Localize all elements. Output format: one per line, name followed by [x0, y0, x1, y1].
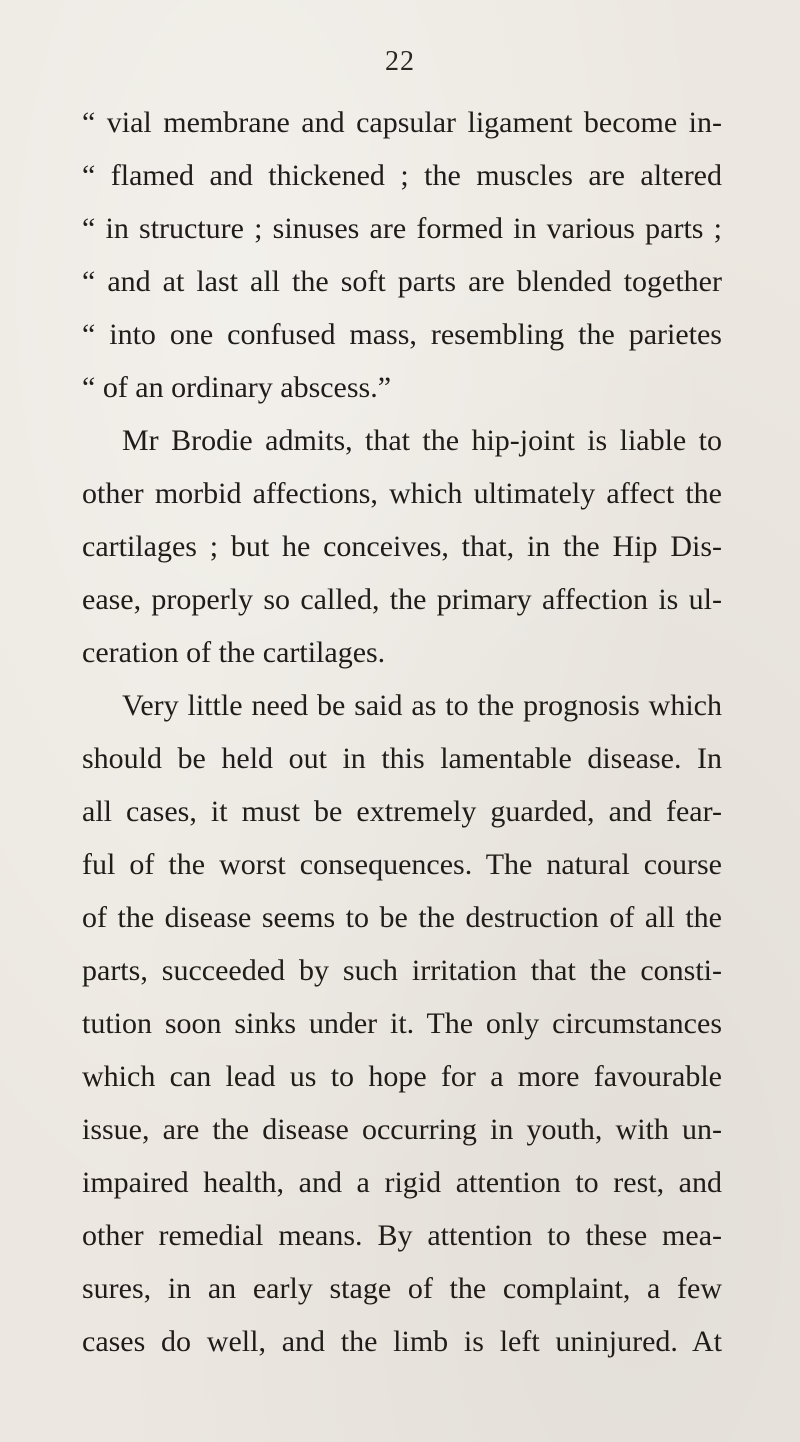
text-line-5: “ into one confused mass, resembling the parietes	[82, 318, 722, 351]
text-line-21: impaired health, and a rigid attention to rest, and	[82, 1166, 722, 1199]
text-line-4: “ and at last all the soft parts are blended together	[82, 265, 722, 298]
text-line-7: Mr Brodie admits, that the hip-joint is liable to	[122, 424, 722, 457]
page-number: 22	[385, 46, 415, 77]
text-line-8: other morbid affections, which ultimately affect the	[82, 477, 722, 510]
text-line-22: other remedial means. By attention to these mea-	[82, 1219, 722, 1252]
text-line-12: Very little need be said as to the prognosis which	[122, 689, 722, 722]
text-line-19: which can lead us to hope for a more favourable	[82, 1060, 722, 1093]
text-line-9: cartilages ; but he conceives, that, in the Hip Dis-	[82, 530, 722, 563]
text-line-13: should be held out in this lamentable disease. In	[82, 742, 722, 775]
body-text	[82, 96, 722, 1368]
text-line-20: issue, are the disease occurring in youth, with un-	[82, 1113, 722, 1146]
text-line-1: “ vial membrane and capsular ligament become in-	[82, 106, 722, 139]
text-line-16: of the disease seems to be the destruction of all the	[82, 901, 722, 934]
text-line-24: cases do well, and the limb is left uninjured. At	[82, 1325, 722, 1358]
text-line-17: parts, succeeded by such irritation that the consti-	[82, 954, 722, 987]
text-line-11: ceration of the cartilages.	[82, 636, 386, 669]
text-line-23: sures, in an early stage of the complaint, a few	[82, 1272, 722, 1305]
text-line-15: ful of the worst consequences. The natural course	[82, 848, 722, 881]
text-line-2: “ flamed and thickened ; the muscles are altered	[82, 159, 722, 192]
text-line-18: tution soon sinks under it. The only circumstances	[82, 1007, 722, 1040]
text-line-10: ease, properly so called, the primary affection is ul-	[82, 583, 722, 616]
text-line-6: “ of an ordinary abscess.”	[82, 371, 392, 404]
text-line-14: all cases, it must be extremely guarded, and fear-	[82, 795, 722, 828]
text-line-3: “ in structure ; sinuses are formed in various parts ;	[82, 212, 722, 245]
